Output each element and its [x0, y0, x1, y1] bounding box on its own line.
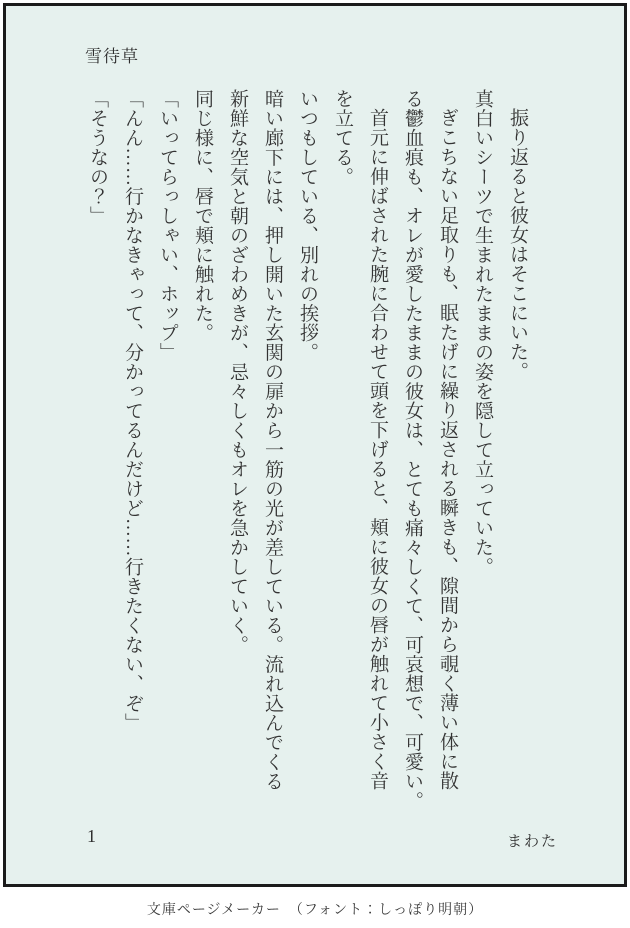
text-line: 新鮮な空気と朝のざわめきが、忌々しくもオレを急かしていく。 — [227, 89, 248, 655]
text-line: 「そうなの？」 — [87, 89, 108, 226]
text-line: 暗い廊下には、押し開いた玄関の扉から一筋の光が差している。流れ込んでくる — [262, 89, 283, 791]
page — [3, 3, 627, 887]
text-line: 「いってらっしゃい、ホップ」 — [157, 89, 178, 362]
page-number: 1 — [87, 826, 96, 846]
text-line: ぎこちない足取りも、眠たげに繰り返される瞬きも、隙間から覗く薄い体に散 — [437, 108, 458, 791]
text-line: 「んん……行かなきゃって、分かってるんだけど……行きたくない、ぞ」 — [122, 89, 143, 733]
body-text — [80, 89, 535, 849]
text-line: 振り返ると彼女はそこにいた。 — [507, 108, 528, 381]
text-line: 首元に伸ばされた腕に合わせて頭を下げると、頬に彼女の唇が触れて小さく音 — [367, 108, 388, 791]
page-title: 雪待草 — [85, 47, 139, 66]
text-line: 同じ様に、唇で頬に触れた。 — [192, 89, 213, 343]
text-line: る鬱血痕も、オレが愛したままの彼女は、とても痛々しくて、可哀想で、可愛い。 — [402, 89, 423, 811]
text-line: を立てる。 — [332, 89, 353, 187]
text-line: 真白いシーツで生まれたままの姿を隠して立っていた。 — [472, 89, 493, 577]
text-line: いつもしている、別れの挨拶。 — [297, 89, 318, 362]
author-name: まわた — [507, 834, 559, 850]
generator-credit: 文庫ページメーカー （フォント：しっぽり明朝） — [146, 903, 484, 918]
